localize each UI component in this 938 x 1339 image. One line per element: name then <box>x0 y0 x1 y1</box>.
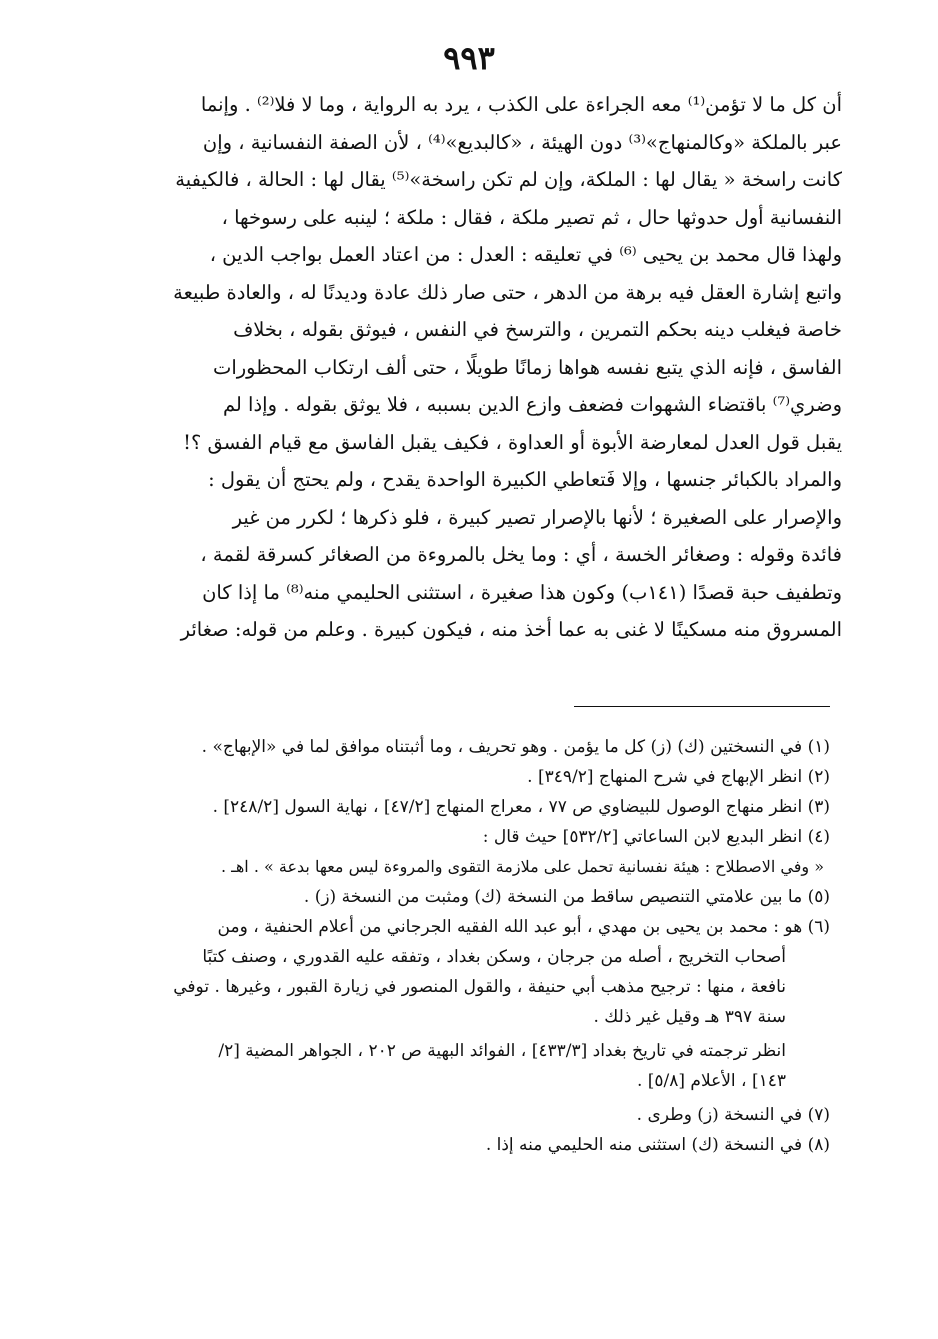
footnote-separator <box>574 706 830 707</box>
text-line: ولهذا قال محمد بن يحيى ⁽⁶⁾ في تعليقه : العدل : من اعتاد العمل بواجب الدين ، <box>209 243 842 266</box>
footnotes <box>70 732 830 1160</box>
text-line: والمراد بالكبائر جنسها ، وإلا فَتعاطي الكبيرة الواحدة يقدح ، ولم يحتج أن يقول : <box>208 468 842 491</box>
main-text <box>62 86 842 649</box>
text-line: الفاسق ، فإنه الذي يتبع نفسه هواها زمانًا طويلًا ، حتى ألف ارتكاب المحظورات <box>212 355 842 379</box>
text-line: عبر بالملكة «وكالمنهاج»⁽³⁾ دون الهيئة ، «كالبديع»⁽⁴⁾ ، لأن الصفة النفسانية ، وإن <box>202 130 842 154</box>
footnote-line: (٤) انظر البديع لابن الساعاتي [٥٣٢/٢] حيث قال : <box>482 827 830 847</box>
footnote-line: « وفي الاصطلاح : هيئة نفسانية تحمل على ملازمة التقوى والمروءة ليس معها بدعة » . اهـ . <box>221 857 824 876</box>
footnote-line: (١) في النسختين (ك) (ز) كل ما يؤمن . وهو تحريف ، وما أثبتناه موافق لما في «الإبهاج» . <box>201 737 830 757</box>
footnote-line: (٧) في النسخة (ز) وطرى . <box>636 1105 830 1125</box>
page-number: ٩٩٣ <box>443 39 495 77</box>
footnote-line: سنة ٣٩٧ هـ وقيل غير ذلك . <box>593 1007 786 1027</box>
footnote-line: ١٤٣] ، الأعلام [٥/٨] . <box>636 1071 786 1091</box>
text-line: واتبع إشارة العقل فيه برهة من الدهر ، حتى صار ذلك عادة وديدنًا له ، والعادة طبيعة <box>173 280 842 304</box>
text-line: المسروق منه مسكينًا لا غنى به عما أخذ منه ، فيكون كبيرة . وعلم من قوله: صغائر <box>180 618 842 641</box>
text-line: يقبل قول العدل لمعارضة الأبوة أو العداوة ، فكيف يقبل الفاسق مع قيام الفسق ؟! <box>183 430 842 454</box>
text-line: خاصة فيغلب دينه بحكم التمرين ، والترسخ في النفس ، فيوثق بقوله ، بخلاف <box>233 318 842 341</box>
footnote-line: (٢) انظر الإبهاج في شرح المنهاج [٣٤٩/٢] . <box>527 767 830 787</box>
text-line: أن كل ما لا تؤمن⁽¹⁾ معه الجراءة على الكذب ، يرد به الرواية ، وما لا فلا⁽²⁾ . وإنما <box>200 93 842 116</box>
footnote-line: انظر ترجمته في تاريخ بغداد [٤٣٣/٣] ، الفوائد البهية ص ٢٠٢ ، الجواهر المضية [٢/ <box>218 1041 786 1061</box>
footnote-line: نافعة ، منها : ترجيح مذهب أبي حنيفة ، والقول المنصور في زيارة القبور ، وغيرها . توفي <box>173 977 786 997</box>
text-line: وتطفيف حبة قصدًا (١٤١ب) وكون هذا صغيرة ، استثنى الحليمي منه⁽⁸⁾ ما إذا كان <box>202 580 842 604</box>
footnote-line: (٨) في النسخة (ك) استثنى منه الحليمي منه إذا . <box>485 1135 830 1155</box>
footnote-line: أصحاب التخريج ، أصله من جرجان ، وسكن بغداد ، وتفقه عليه القدوري ، وصنف كتبًا <box>202 947 786 967</box>
text-line: والإصرار على الصغيرة ؛ لأنها بالإصرار تصير كبيرة ، فلو ذكرها ؛ لكرر من غير <box>232 505 842 529</box>
text-line: كانت راسخة « يقال لها : الملكة، وإن لم تكن راسخة»⁽⁵⁾ يقال لها : الحالة ، فالكيفية <box>175 168 842 191</box>
text-line: وضري⁽⁷⁾ باقتضاء الشهوات فضعف وازع الدين بسببه ، فلا يوثق بقوله . وإذا لم <box>222 393 842 416</box>
text-line: النفسانية أول حدوثها حال ، ثم تصير ملكة ، فقال : ملكة ؛ لينبه على رسوخها ، <box>221 205 842 229</box>
text-line: فائدة وقوله : وصغائر الخسة ، أي : وما يخل بالمروءة من الصغائر كسرقة لقمة ، <box>200 543 842 566</box>
footnote-line: (٣) انظر منهاج الوصول للبيضاوي ص ٧٧ ، معراج المنهاج [٤٧/٢] ، نهاية السول [٢٤٨/٢] . <box>212 797 830 817</box>
footnote-line: (٥) ما بين علامتي التنصيص ساقط من النسخة (ك) ومثبت من النسخة (ز) . <box>303 887 830 907</box>
footnote-line: (٦) هو : محمد بن يحيى بن مهدي ، أبو عبد الله الفقيه الجرجاني من أعلام الحنفية ، ومن <box>217 917 830 937</box>
